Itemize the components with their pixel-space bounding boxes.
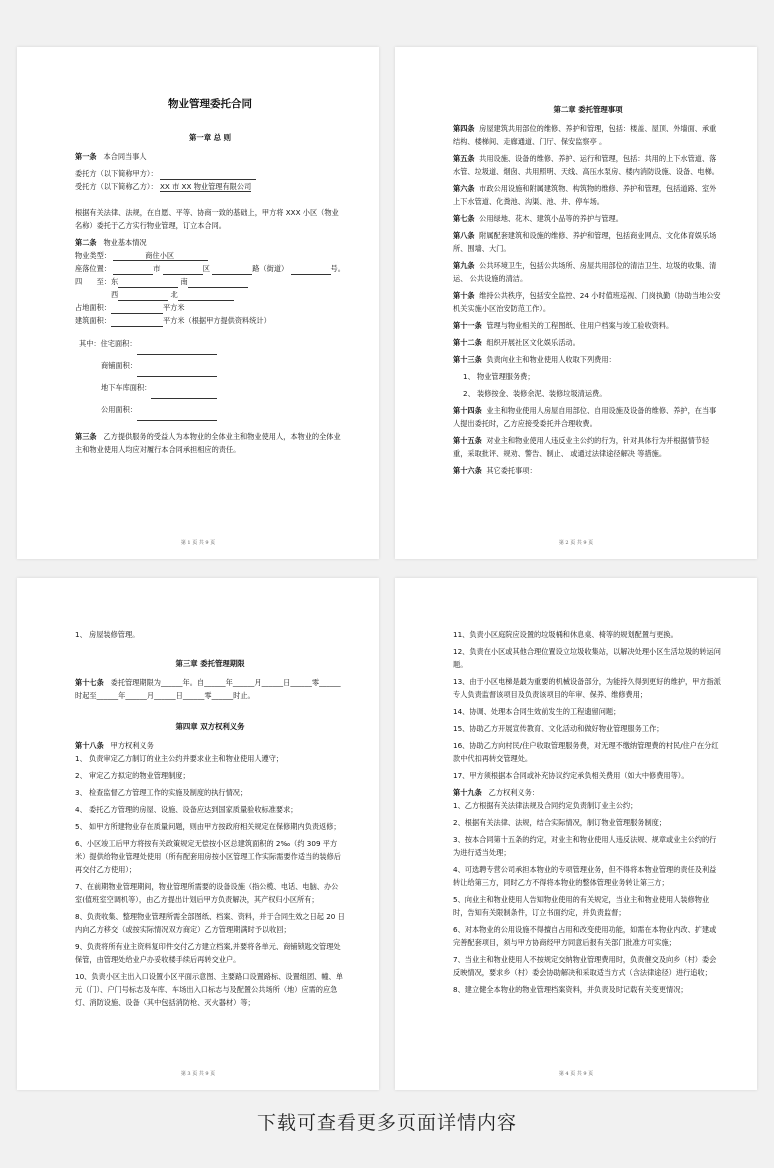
- article-label: 第十二条: [453, 338, 482, 347]
- location-part: 路（街道）: [252, 264, 289, 273]
- list-item: 1、 负责审定乙方制订的业主公约并要求业主和物业使用人遵守；: [75, 754, 284, 763]
- article-item: [453, 122, 723, 148]
- list-item: 7、在前期物业管理期间，物业管理所需要的设备设施（指公榄、电话、电脑、办公室(值班室空调机等），由乙方提出计划后甲方负责解决，其产权归小区所有；: [75, 882, 339, 904]
- bounds-line-2: [75, 288, 345, 301]
- party-b-label: 受托方（以下简称乙方）：: [75, 182, 158, 191]
- article-text: 公用绿地、花木、建筑小品等的养护与管理。: [479, 214, 623, 223]
- page-footer: 第 1 页 共 9 页: [180, 540, 216, 546]
- list-item: 2、 审定乙方拟定的物业管理制度；: [75, 771, 190, 780]
- article-1: [75, 150, 345, 163]
- party-b-line: [75, 180, 345, 193]
- article-label: 第八条: [453, 231, 475, 240]
- location-part: 区: [202, 264, 210, 273]
- public-area-line: [79, 399, 345, 421]
- article-text: 业主和物业使用人房屋自用部位、自用设施及设备的维修、养护，在当事人提出委托时，乙方应接受委托并合理收费。: [453, 406, 717, 428]
- article-item: [453, 336, 723, 349]
- download-caption[interactable]: 下载可查看更多页面详情内容: [256, 1112, 517, 1134]
- article-3: [75, 430, 345, 456]
- page-footer: 第 3 页 共 9 页: [180, 1071, 216, 1077]
- article-text: 市政公用设施和附属建筑物、构筑物的维修、养护和管理，包括道路、室外上下水管道、化粪池、沟渠、池、井、停车场。: [453, 184, 717, 206]
- article-label: 第九条: [453, 261, 475, 270]
- obligation-list-b: [453, 799, 723, 996]
- article-label: 第十三条: [453, 355, 482, 364]
- list-item: 16、协助乙方向村民/住户收取管理服务费，对无理不缴纳管理费的村民/住户在分红款中代扣再转交管理处。: [453, 741, 719, 763]
- bounds-north-label: 北: [170, 290, 178, 299]
- article-text: 乙方提供服务的受益人为本物业的全体业主和物业使用人，本物业的全体业主和物业使用人均应对履行本合同承担相应的责任。: [75, 432, 341, 454]
- article-label: 第七条: [453, 214, 475, 223]
- article-label: 第一条: [75, 152, 97, 161]
- article-item: [453, 319, 723, 332]
- land-area-line: [75, 301, 345, 314]
- land-area-label: 占地面积：: [75, 303, 111, 312]
- location-line: [75, 262, 345, 275]
- list-item: 4、可选聘专营公司承担本物业的专项管理业务，但不得将本物业管理的责任及利益转让给第三方，同时乙方不得将本物业的整体管理业务转让第三方；: [453, 865, 717, 887]
- list-item: 8、建立健全本物业的物业管理档案资料，并负责及时记载有关变更情况；: [453, 985, 688, 994]
- article-18: [75, 739, 345, 752]
- build-area-unit: 平方米（根据甲方提供资料统计）: [162, 316, 271, 325]
- bounds-south-label: 南: [180, 277, 188, 286]
- list-item: 12、负责在小区或其他合理位置设立垃圾收集站，以解决处理小区生活垃圾的转运问题。: [453, 647, 721, 669]
- article-item: [453, 259, 723, 285]
- garage-area-line: [79, 377, 345, 399]
- article-text: 附属配套建筑和设施的维修、养护和管理，包括商业网点、文化体育娱乐场所、围墙、大门。: [453, 231, 717, 253]
- property-type-line: [75, 249, 345, 262]
- residential-area-label: 其中：住宅面积：: [79, 339, 137, 348]
- document-page-4: [395, 578, 757, 1090]
- property-type-value: 商住小区: [113, 251, 208, 261]
- list-item: 3、按本合同第十五条的约定，对业主和物业使用人违反法规、规章或业主公约的行为进行适当处理；: [453, 835, 717, 857]
- article-label: 第五条: [453, 154, 475, 163]
- article-text: 负责向业主和物业使用人收取下列费用：: [486, 355, 616, 364]
- land-area-unit: 平方米: [162, 303, 185, 312]
- list-item: 6、对本物业的公用设施不得擅自占用和改变使用功能，如需在本物业内改、扩建或完善配套项目，须与甲方协商经甲方同意后报有关部门批准方可实施；: [453, 925, 717, 947]
- chapter-4-heading: 第四章 双方权利义务: [175, 722, 245, 731]
- article-label: 第十四条: [453, 406, 482, 415]
- article-text: 其它委托事项：: [486, 466, 537, 475]
- party-b-value: XX 市 XX 物业管理有限公司: [159, 182, 252, 191]
- article-label: 第三条: [75, 432, 97, 441]
- article-label: 第四条: [453, 124, 475, 133]
- bounds-line-1: [75, 275, 345, 288]
- list-item: 15、协助乙方开展宣传教育、文化活动和做好物业管理服务工作；: [453, 724, 664, 733]
- article-text: 房屋建筑共用部位的维修、养护和管理，包括：楼盖、屋顶、外墙面、承重结构、楼梯间、走廊通道、门厅、保安监察亭 。: [453, 124, 717, 146]
- chapter-3-heading: 第三章 委托管理期限: [175, 659, 245, 668]
- article-label: 第十六条: [453, 466, 482, 475]
- location-label: 座落位置：: [75, 264, 111, 273]
- article-19: [453, 786, 723, 799]
- article-text: 本合同当事人: [103, 152, 147, 161]
- obligation-list-a: [453, 628, 723, 782]
- article-text: 甲方权利义务: [110, 741, 154, 750]
- page-footer: 第 2 页 共 9 页: [558, 540, 594, 546]
- bounds-west-label: 西: [111, 290, 119, 299]
- article-17: [75, 676, 345, 702]
- garage-area-label: 地下车库面积：: [101, 383, 152, 392]
- party-a-blank: [160, 170, 256, 180]
- article-text: 组织开展社区文化娱乐活动。: [486, 338, 580, 347]
- article-label: 第十九条: [453, 788, 482, 797]
- obligation-list: [75, 752, 345, 1009]
- article-item: [453, 370, 723, 383]
- article-label: 第十条: [453, 291, 475, 300]
- list-item: 13、由于小区电梯是最为重要的机械设备部分，为能持久得到更好的维护，甲方指派专人负责监督该项目及负责该项目的年审、保养、维修费用；: [453, 677, 721, 699]
- document-page-1: [17, 47, 379, 559]
- party-a-label: 委托方（以下简称甲方）：: [75, 169, 158, 178]
- list-item: 8、负责收集、整理物业管理所需全部图纸、档案、资料，并于合同生效之日起 20 日内向乙方移交（或按实际情况双方商定）乙方管理期满时予以收回；: [75, 912, 345, 934]
- shop-area-label: 商铺面积：: [101, 361, 137, 370]
- list-item: 1、乙方根据有关法律法规及合同约定负责制订业主公约；: [453, 801, 638, 810]
- article-item: [453, 387, 723, 400]
- list-item: 14、协调、处理本合同生效前发生的工程遗留问题；: [453, 707, 621, 716]
- article-label: 第十五条: [453, 436, 482, 445]
- bounds-east-label: 四 至：东: [75, 277, 119, 286]
- article-text: 乙方权利义务：: [488, 788, 539, 797]
- article-list: [453, 122, 723, 477]
- article-text: 物业基本情况: [103, 238, 147, 247]
- article-item: [453, 404, 723, 430]
- article-label: 第十八条: [75, 741, 104, 750]
- chapter-1-heading: 第一章 总 则: [188, 133, 232, 142]
- article-2: [75, 236, 345, 249]
- list-item: 5、 如甲方所建物业存在质量问题，则由甲方按政府相关规定在保修期内负责返修；: [75, 822, 341, 831]
- article-text: 2、 装修按金、装修余泥、装修垃圾清运费。: [463, 389, 607, 398]
- article-item: [453, 353, 723, 366]
- article-item: [453, 434, 723, 460]
- article-text: 维持公共秩序，包括安全监控、24 小时值班巡视、门岗执勤（协助当地公安机关实施小区治安防范工作）。: [453, 291, 721, 313]
- list-item: 17、甲方须根据本合同或补充协议约定承负相关费用（如大中修费用等）。: [453, 771, 689, 780]
- article-text: 公共环境卫生，包括公共场所、房屋共用部位的清洁卫生、垃圾的收集、清运、 公共设施的清洁。: [453, 261, 717, 283]
- residential-area-line: [79, 333, 345, 355]
- list-item: 7、当业主和物业使用人不按规定交纳物业管理费用时，负责催交及向乡（村）委会反映情况，要求乡（村）委会协助解决和采取适当方式（含法律途径）进行追收；: [453, 955, 717, 977]
- list-item: 3、 检查监督乙方管理工作的实施及制度的执行情况；: [75, 788, 248, 797]
- build-area-label: 建筑面积：: [75, 316, 111, 325]
- build-area-line: [75, 314, 345, 327]
- article-item: [453, 229, 723, 255]
- list-item: 11、负责小区庭院应设置的垃圾桶和休息桌、椅等的规划配置与更换。: [453, 630, 678, 639]
- article-item: [453, 289, 723, 315]
- list-item: 4、 委托乙方管理的房屋、设施、设备应达到国家质量验收标准要求；: [75, 805, 298, 814]
- public-area-label: 公用面积：: [101, 405, 137, 414]
- list-item: 10、负责小区主出入口设置小区平面示意图、主要路口设置路标、设置组团、幢、单元（门）、户门号标志及车库、车场出入口标志与及配置公共场所（地）应需的应急灯、消防设施、设备（其中包括消防枪、灭火器材）等；: [75, 972, 343, 1007]
- article-text: 管理与物业相关的工程图纸、住用户档案与竣工验收资料。: [486, 321, 674, 330]
- article-item: [453, 182, 723, 208]
- chapter-2-heading: 第二章 委托管理事项: [553, 105, 623, 114]
- document-page-2: [395, 47, 757, 559]
- list-item: 2、根据有关法律、法规，结合实际情况，制订物业管理服务制度；: [453, 818, 667, 827]
- property-type-label: 物业类型：: [75, 251, 111, 260]
- article-label: 第十七条: [75, 678, 104, 687]
- location-part: 市: [153, 264, 161, 273]
- contract-title: 物业管理委托合同: [168, 98, 252, 110]
- article-text: 对业主和物业使用人违反业主公约的行为，针对具体行为并根据情节轻重，采取批评、规劝、警告、制止、 或通过法律途径解决 等措施。: [453, 436, 710, 458]
- article-item: [453, 464, 723, 477]
- article-item: [453, 152, 723, 178]
- party-a-line: [75, 167, 345, 180]
- article-label: 第二条: [75, 238, 97, 247]
- article-item: [453, 212, 723, 225]
- list-item: 5、向业主和物业使用人告知物业使用的有关规定，当业主和物业使用人装修物业时，告知有关限制条件，订立书面约定，并负责监督；: [453, 895, 710, 917]
- location-part: 号。: [330, 264, 345, 273]
- list-item: 9、负责将所有业主资料复印件交付乙方建立档案,并要将各单元、商铺锁匙交管理处保管，由管理处给业户办妥收楼手续后再转交业户。: [75, 942, 341, 964]
- article-label: 第六条: [453, 184, 475, 193]
- list-item: 6、小区竣工后甲方将按有关政策规定无偿按小区总建筑面积的 2‰（约 309 平方米）提供给物业管理处使用（所有配套用房按小区管理工作实际需要作适当的装修后再交付乙方使用）；: [75, 839, 341, 874]
- page-footer: 第 4 页 共 9 页: [558, 1071, 594, 1077]
- article-text: 共用设施、设备的维修、养护、运行和管理，包括：共用的上下水管道、落水管、垃圾道、烟囱、共用照明、天线、高压水泵房、楼内消防设施、设备、电梯。: [453, 154, 719, 176]
- article-text: 委托管理期限为______年。自______年______月______日______零______时起至______年______月______日______零______时止。: [75, 678, 341, 700]
- document-page-3: [17, 578, 379, 1090]
- preamble: 根据有关法律、法规，在自愿、平等、协商一致的基础上，甲方将 XXX 小区（物业名称）委托于乙方实行物业管理，订立本合同。: [75, 208, 339, 230]
- article-label: 第十一条: [453, 321, 482, 330]
- list-item: 1、 房屋装修管理。: [75, 630, 140, 639]
- shop-area-line: [79, 355, 345, 377]
- article-text: 1、 物业管理服务费；: [463, 372, 535, 381]
